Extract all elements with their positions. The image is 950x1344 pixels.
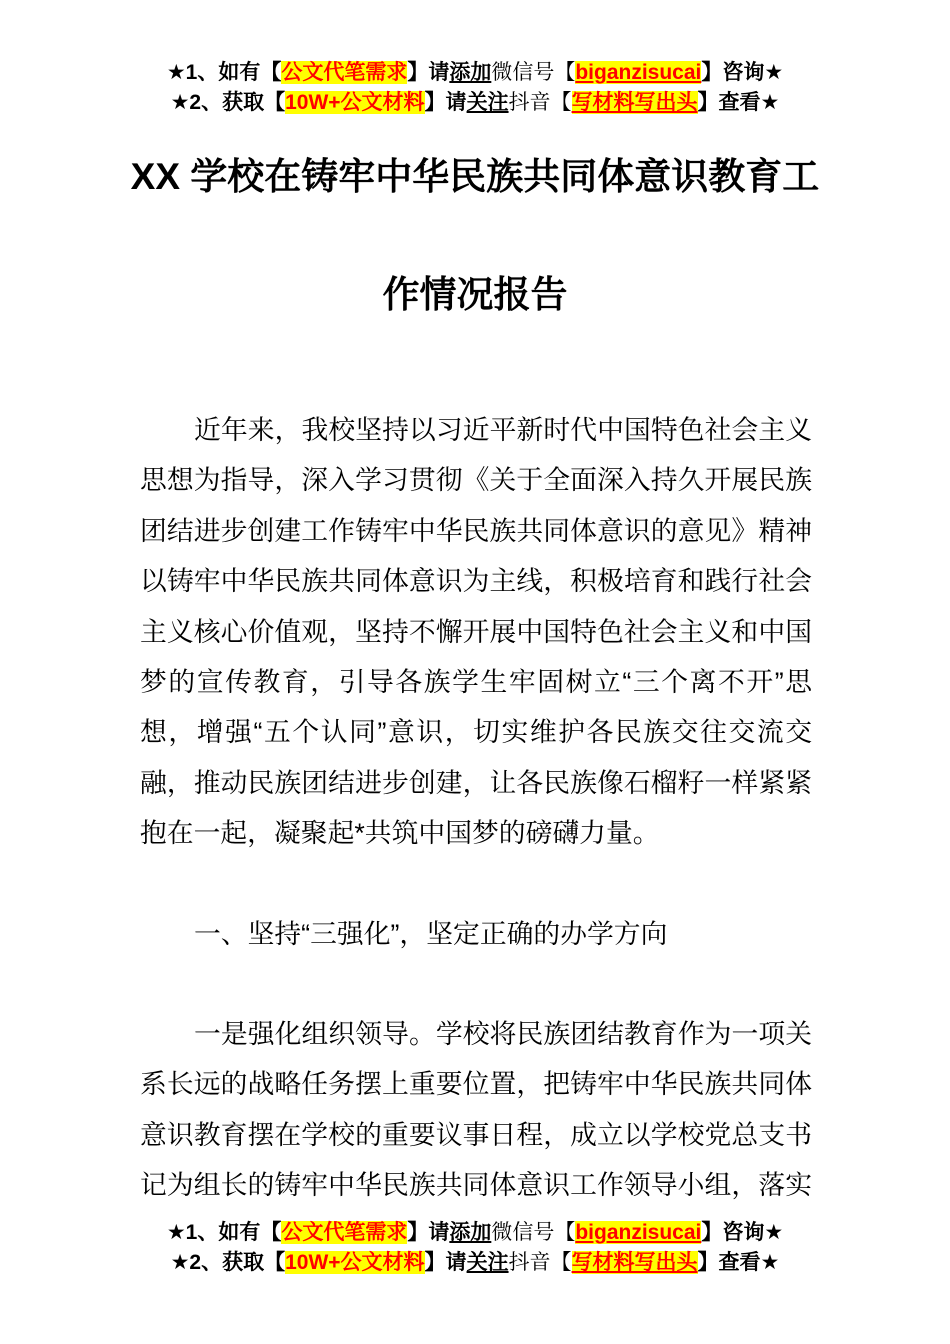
wechat-id: biganzisucai [575, 1221, 702, 1244]
promo-bracket: 】请 [424, 91, 467, 114]
promo-action-follow: 关注 [466, 1251, 509, 1274]
title-line-2: 作情况报告 [382, 274, 568, 315]
promo-channel-douyin: 抖音【 [508, 91, 572, 114]
paragraph-1 [140, 405, 812, 859]
text-line: 融，推动民族团结进步创建，让各民族像石榴籽一样紧紧 [140, 767, 812, 798]
text-line: 一是强化组织领导。学校将民族团结教育作为一项关 [194, 1018, 812, 1049]
douyin-account: 写材料写出头 [571, 91, 698, 114]
promo-banner-top [0, 0, 950, 118]
text-line: 团结进步创建工作铸牢中华民族共同体意识的意见》精神 [140, 515, 812, 546]
text-line: 抱在一起，凝聚起*共筑中国梦的磅礴力量。 [140, 818, 660, 849]
promo-material-term: 10W+公文材料 [285, 91, 425, 114]
promo-line-2 [0, 88, 950, 118]
douyin-account: 写材料写出头 [571, 1251, 698, 1274]
promo-prefix: ★2、获取【 [170, 91, 286, 114]
document-body [140, 405, 812, 1210]
promo-service-term: 公文代笔需求 [281, 61, 408, 84]
promo-service-term: 公文代笔需求 [281, 1221, 408, 1244]
promo-banner-bottom [0, 1218, 950, 1278]
promo-bracket: 】请 [424, 1251, 467, 1274]
title-line-1: XX 学校在铸牢中华民族共同体意识教育工 [130, 156, 820, 197]
promo-bracket: 】请 [407, 61, 450, 84]
document-title [0, 118, 950, 354]
promo-material-term: 10W+公文材料 [285, 1251, 425, 1274]
promo-channel-wechat: 微信号【 [491, 1221, 576, 1244]
text-line: 主义核心价值观，坚持不懈开展中国特色社会主义和中国 [140, 616, 812, 647]
text-line: 系长远的战略任务摆上重要位置，把铸牢中华民族共同体 [140, 1069, 812, 1100]
text-line: 记为组长的铸牢中华民族共同体意识工作领导小组，落实 [140, 1170, 812, 1201]
promo-channel-douyin: 抖音【 [508, 1251, 572, 1274]
promo-line-2 [0, 1248, 950, 1278]
promo-prefix: ★2、获取【 [170, 1251, 286, 1274]
promo-line-1 [0, 1218, 950, 1248]
promo-suffix: 】查看★ [697, 1251, 780, 1274]
wechat-id: biganzisucai [575, 61, 702, 84]
text-line: 以铸牢中华民族共同体意识为主线，积极培育和践行社会 [140, 566, 812, 597]
text-line: 意识教育摆在学校的重要议事日程，成立以学校党总支书 [140, 1119, 812, 1150]
promo-action-add: 添加 [449, 61, 492, 84]
text-line: 思想为指导，深入学习贯彻《关于全面深入持久开展民族 [140, 465, 812, 496]
promo-suffix: 】咨询★ [701, 61, 784, 84]
paragraph-2 [140, 1009, 812, 1211]
text-line: 近年来，我校坚持以习近平新时代中国特色社会主义 [194, 415, 812, 445]
promo-bracket: 】请 [407, 1221, 450, 1244]
text-line: 想，增强“五个认同”意识，切实维护各民族交往交流交 [140, 717, 812, 748]
promo-suffix: 】咨询★ [701, 1221, 784, 1244]
promo-channel-wechat: 微信号【 [491, 61, 576, 84]
promo-action-follow: 关注 [466, 91, 509, 114]
text-line: 梦的宣传教育，引导各族学生牢固树立“三个离不开”思 [140, 666, 812, 697]
promo-line-1 [0, 58, 950, 88]
promo-action-add: 添加 [449, 1221, 492, 1244]
section-heading-1: 一、坚持“三强化”，坚定正确的办学方向 [194, 918, 668, 949]
promo-prefix: ★1、如有【 [166, 1221, 282, 1244]
promo-prefix: ★1、如有【 [166, 61, 282, 84]
promo-suffix: 】查看★ [697, 91, 780, 114]
